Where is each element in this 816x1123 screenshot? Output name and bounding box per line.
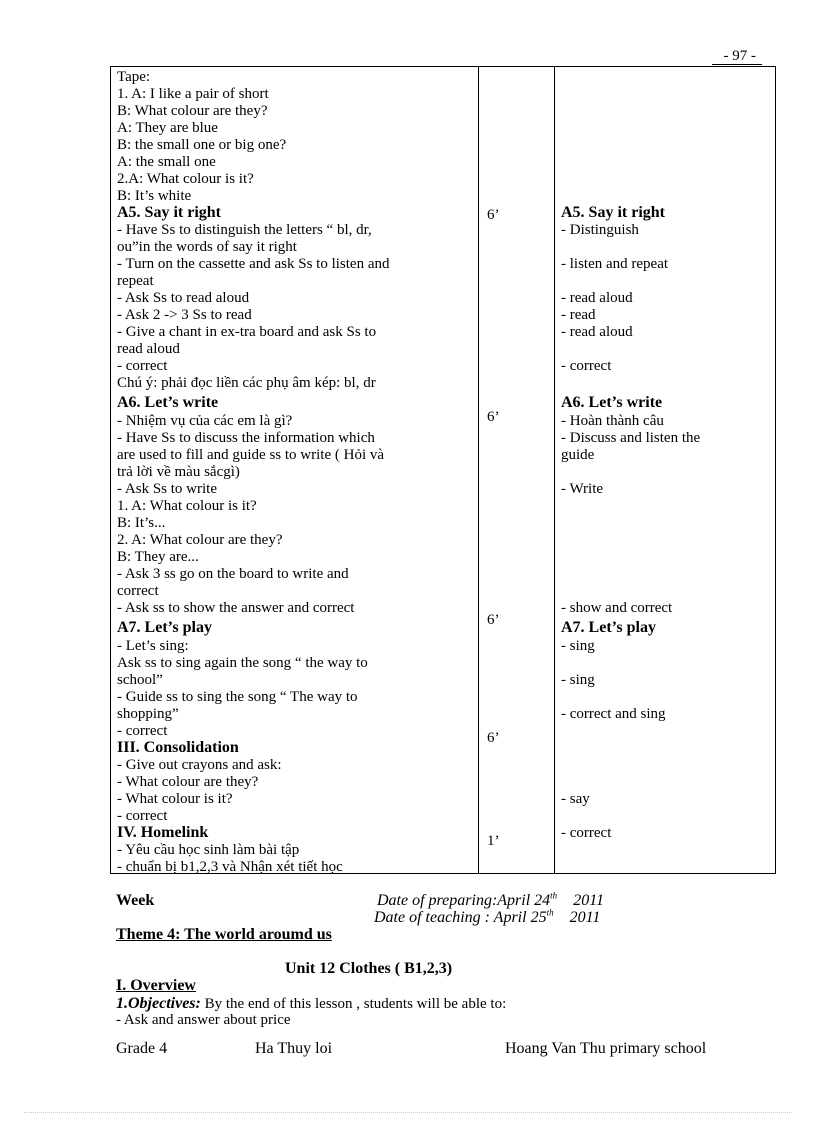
student-line: - read [561,307,596,323]
teacher-line: B: What colour are they? [117,103,268,119]
page-number-rule [712,64,762,65]
student-line: - Discuss and listen the [561,430,701,446]
teacher-line: ou”in the words of say it right [117,239,297,255]
teacher-line: - Give out crayons and ask: [117,757,282,773]
student-line: guide [561,447,595,463]
teacher-line: - What colour is it? [117,791,233,807]
student-line: - sing [561,638,595,654]
teacher-line: - Let’s sing: [117,638,189,654]
teacher-line: - Guide ss to sing the song “ The way to [117,689,358,705]
teacher-line: are used to fill and guide ss to write ( Hỏi và [117,447,385,463]
teacher-line: B: It’s white [117,188,192,204]
teacher-line: school” [117,672,163,688]
section-heading: A5. Say it right [561,204,665,221]
teacher-line: - correct [117,358,168,374]
teacher-line: B: They are... [117,549,199,565]
time-value: 6’ [487,207,500,223]
page-bottom-divider [24,1112,792,1113]
lesson-table [110,66,776,874]
section-heading: IV. Homelink [117,824,209,841]
unit-title: Unit 12 Clothes ( B1,2,3) [285,960,453,977]
teacher-line: - Ask Ss to read aloud [117,290,250,306]
student-line: - Write [561,481,604,497]
time-value: 6’ [487,612,500,628]
teacher-line: shopping” [117,706,179,722]
teacher-line: B: the small one or big one? [117,137,287,153]
student-line: - show and correct [561,600,673,616]
section-heading: A7. Let’s play [117,619,212,636]
student-line: - read aloud [561,290,633,306]
teacher-line: - Ask 2 -> 3 Ss to read [117,307,252,323]
teacher-line: A: the small one [117,154,216,170]
teacher-activities-column [111,67,479,874]
teacher-line: 1. A: What colour is it? [117,498,257,514]
time-value: 6’ [487,409,500,425]
student-line: - sing [561,672,595,688]
teacher-line: Tape: [117,69,151,85]
objectives-line: 1.Objectives: By the end of this lesson , students will be able to: [116,995,507,1012]
teacher-name: Ha Thuy loi [255,1040,333,1057]
teacher-line: 2.A: What colour is it? [117,171,254,187]
teacher-line: - Yêu cầu học sinh làm bài tập [117,842,300,858]
teacher-line: - Nhiệm vụ của các em là gì? [117,413,293,429]
teacher-line: - Ask ss to show the answer and correct [117,600,355,616]
teacher-line: 2. A: What colour are they? [117,532,283,548]
teacher-line: - Ask 3 ss go on the board to write and [117,566,349,582]
section-heading: A6. Let’s write [561,394,663,411]
teacher-line: repeat [117,273,154,289]
teacher-line: read aloud [117,341,180,357]
student-activities-column [555,67,776,874]
section-heading: A6. Let’s write [117,394,219,411]
section-heading: III. Consolidation [117,739,239,756]
student-line: - correct [561,358,612,374]
teacher-line: - Have Ss to distinguish the letters “ bl, dr, [117,222,372,238]
teacher-line: Chú ý: phải đọc liền các phụ âm kép: bl, dr [117,375,376,391]
student-line: - say [561,791,590,807]
week-label: Week [116,892,155,909]
teacher-line: - correct [117,808,168,824]
section-heading: A5. Say it right [117,204,221,221]
teacher-line: - Ask Ss to write [117,481,218,497]
teacher-line: - Have Ss to discuss the information which [117,430,375,446]
time-column [479,67,555,874]
time-value: 1’ [487,833,500,849]
time-value: 6’ [487,730,500,746]
overview-heading: I. Overview [116,977,196,994]
section-heading: A7. Let’s play [561,619,656,636]
teacher-line: Ask ss to sing again the song “ the way to [117,655,368,671]
student-line: - correct and sing [561,706,666,722]
teacher-line: - Turn on the cassette and ask Ss to listen and [117,256,390,272]
teacher-line: B: It’s... [117,515,166,531]
student-line: - correct [561,825,612,841]
objective-item: - Ask and answer about price [116,1012,291,1028]
teacher-line: trả lời về màu sắcgì) [117,464,240,480]
teacher-line: - What colour are they? [117,774,259,790]
teacher-line: - chuẩn bị b1,2,3 và Nhận xét tiết học [117,859,343,873]
student-line: - Hoàn thành câu [561,413,664,429]
student-line: - listen and repeat [561,256,669,272]
grade-label: Grade 4 [116,1040,168,1057]
teacher-line: A: They are blue [117,120,218,136]
student-line: - Distinguish [561,222,639,238]
teacher-line: - Give a chant in ex-tra board and ask Ss to [117,324,377,340]
theme-heading: Theme 4: The world aroumd us [116,926,332,943]
student-line: - read aloud [561,324,633,340]
date-of-teaching: Date of teaching : April 25th 2011 [374,907,601,926]
teacher-line: correct [117,583,159,599]
date-of-preparing: Date of preparing:April 24th 2011 [377,890,604,909]
teacher-line: - correct [117,723,168,739]
page-number: - 97 - [723,48,756,64]
school-name: Hoang Van Thu primary school [505,1040,707,1057]
teacher-line: 1. A: I like a pair of short [117,86,269,102]
